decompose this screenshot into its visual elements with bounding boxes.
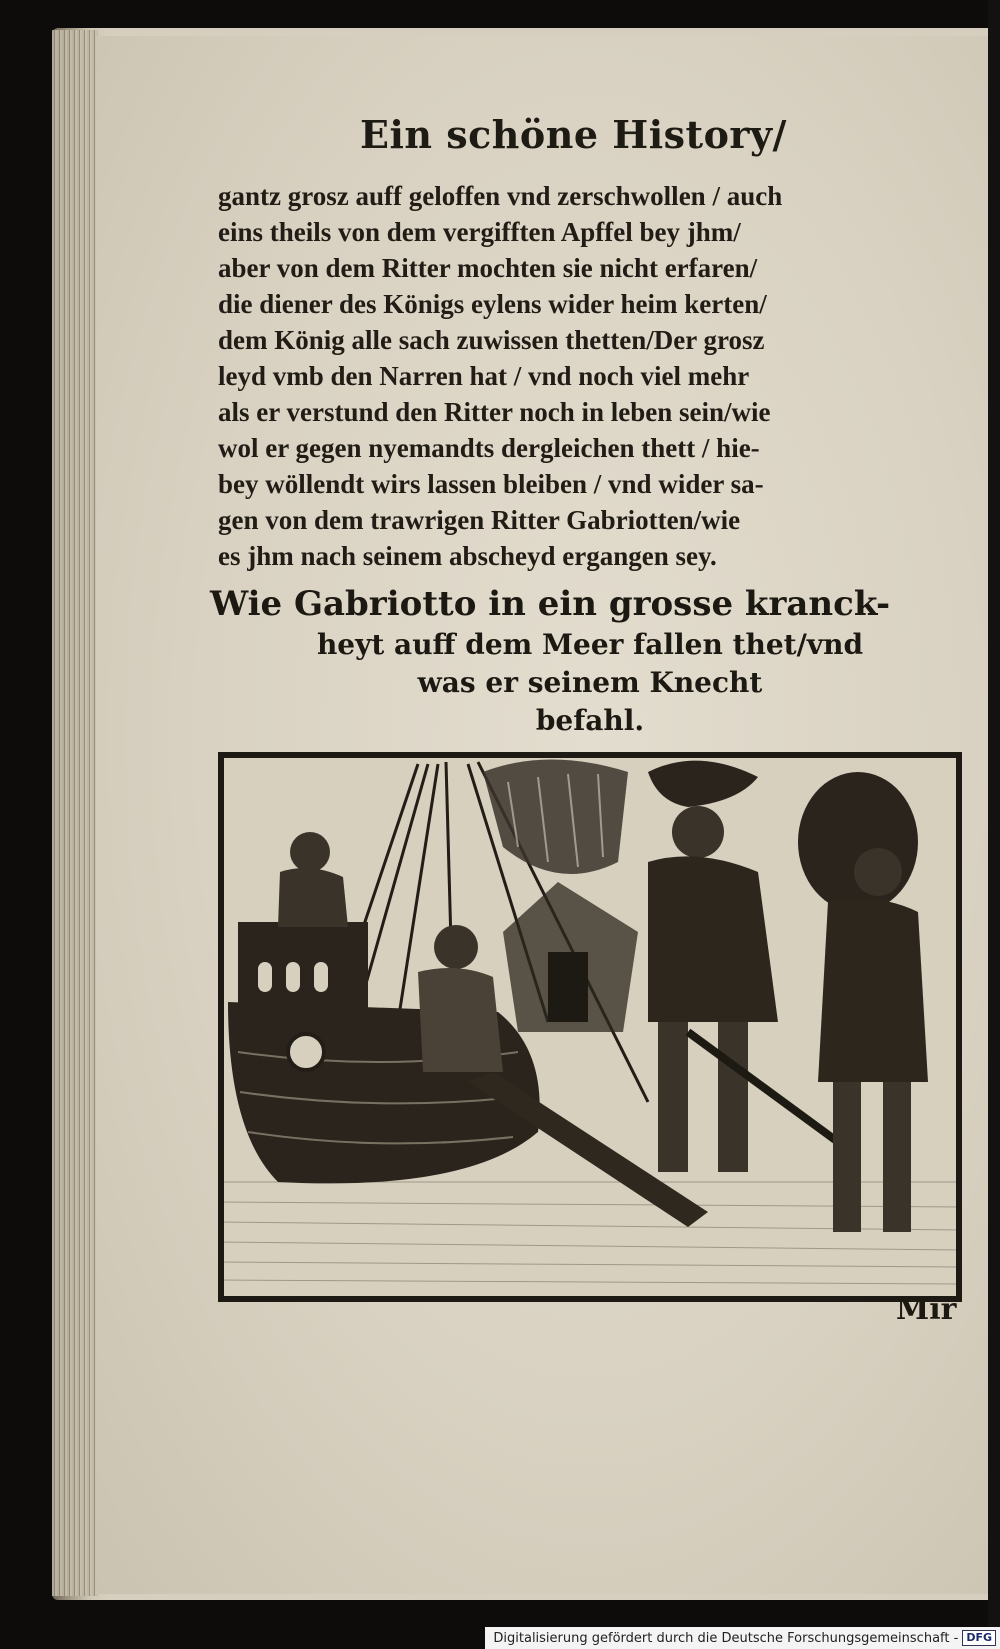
chapter-heading <box>210 582 970 740</box>
running-head: Ein schöne History/ <box>360 112 787 157</box>
body-line: dem König alle sach zuwissen thetten/Der grosz <box>218 325 765 355</box>
page-edges <box>52 30 98 1596</box>
body-line: gen von dem trawrigen Ritter Gabriotten/wie <box>218 505 741 535</box>
chapter-heading-line: befahl. <box>535 704 645 737</box>
dfg-logo: DFG <box>962 1630 996 1646</box>
body-line: als er verstund den Ritter noch in leben sein/wie <box>218 397 771 427</box>
footer-text: Digitalisierung gefördert durch die Deutsche Forschungsgemeinschaft - <box>493 1630 959 1646</box>
body-line: wol er gegen nyemandts dergleichen thett / hie- <box>218 433 760 463</box>
body-line: gantz grosz auff geloffen vnd zerschwollen / auch <box>218 181 783 211</box>
digitization-footer <box>485 1627 1000 1649</box>
body-line: die diener des Königs eylens wider heim kerten/ <box>218 289 767 319</box>
background-edge <box>988 0 1000 1649</box>
chapter-heading-line: heyt auff dem Meer fallen thet/vnd <box>316 628 864 661</box>
body-line: aber von dem Ritter mochten sie nicht erfaren/ <box>218 253 758 283</box>
woodcut-illustration <box>218 752 962 1302</box>
body-line: leyd vmb den Narren hat / vnd noch viel mehr <box>218 361 750 391</box>
chapter-heading-line: was er seinem Knecht <box>417 666 763 699</box>
catchword: Mir <box>896 1292 957 1327</box>
body-line: bey wöllendt wirs lassen bleiben / vnd wider sa- <box>218 469 764 499</box>
body-line: eins theils von dem vergifften Apffel bey jhm/ <box>218 217 741 247</box>
body-line: es jhm nach seinem abscheyd ergangen sey. <box>218 541 717 571</box>
chapter-heading-line: Wie Gabriotto in ein grosse kranck- <box>210 584 891 624</box>
body-text <box>218 178 962 574</box>
